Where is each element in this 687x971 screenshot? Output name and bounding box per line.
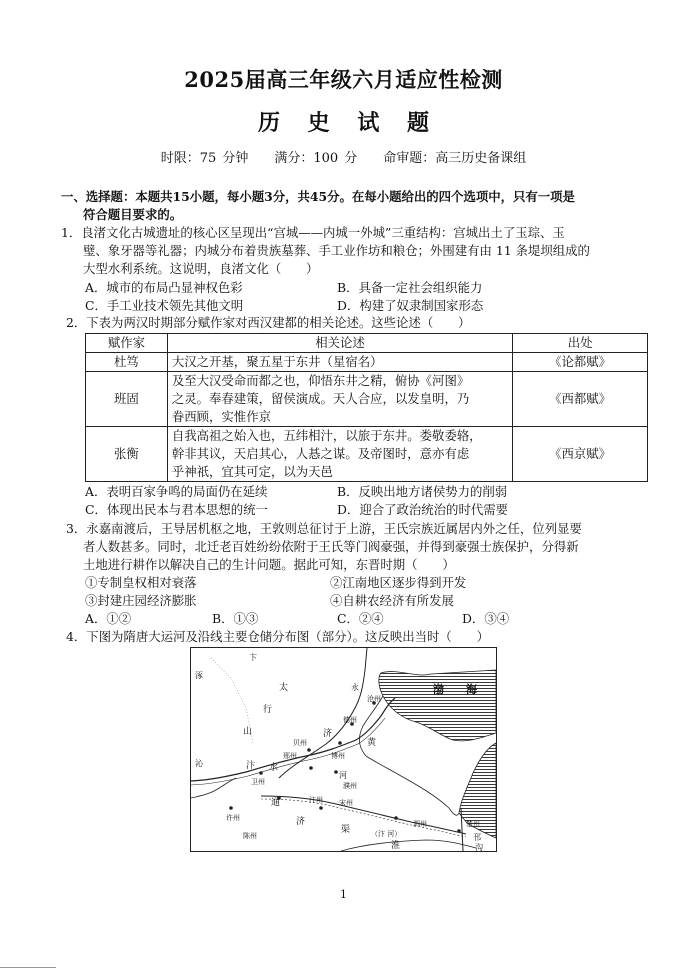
row-text — [167, 372, 512, 427]
q1-stem-line3: 大型水利系统。这说明，良渚文化（ ） — [83, 261, 319, 276]
label-qu: 渠 — [341, 825, 351, 835]
label-bianzhou: 汴州 — [309, 796, 323, 804]
label-qin: 沁 — [195, 759, 203, 768]
label-han: 邗 — [473, 833, 481, 842]
label-ji: 济 — [323, 729, 333, 739]
canal-map-graphic — [191, 648, 496, 851]
label-bozhou: 博州 — [331, 752, 345, 760]
q1-stem-line2: 璧、象牙器等礼器；内城分布着贵族墓葬、手工业作坊和粮仓；外围建有由 11 条堤坝组成的 — [83, 243, 590, 258]
label-songzhou: 宋州 — [339, 799, 353, 807]
label-he: 河 — [339, 771, 347, 780]
table-header-source: 出处 — [513, 334, 648, 353]
row-text — [167, 427, 512, 482]
label-gou: 沟 — [475, 843, 483, 851]
label-tong: 通 — [271, 798, 281, 808]
label-huai: 淮 — [391, 841, 401, 851]
q3-stem-line3: 土地进行耕作以解决自己的生计问题。据此可知，东晋时期（ ） — [83, 557, 455, 572]
bohai-sea — [379, 670, 496, 741]
label-bian: 汴 — [246, 761, 256, 771]
q1-stem-line1: 1．良渚文化古城遗址的核心区呈现出“宫城——内城一外城”三重结构：宫城出土了玉琮、玉 — [61, 225, 565, 240]
label-hang: 行 — [263, 705, 273, 715]
label-zhuo: 涿 — [195, 671, 203, 680]
q3-option-b: B．①③ — [212, 611, 259, 626]
exam-title: 2025届高三年级六月适应性检测 — [184, 67, 503, 92]
q1-option-b: B．具备一定社会组织能力 — [337, 280, 483, 295]
row-source: 《西都赋》 — [513, 372, 648, 427]
label-shui: 水 — [269, 763, 279, 773]
q3-statement-2: ②江南地区逐步得到开发 — [330, 575, 467, 590]
tongji-canal — [261, 796, 466, 834]
table-row — [86, 372, 648, 427]
row-author: 班固 — [86, 372, 168, 427]
label-xingzhou: 邢州 — [283, 752, 297, 760]
q1-option-d: D．构建了奴隶制国家形态 — [337, 298, 484, 313]
q2-option-a: A．表明百家争鸣的局面仍在延续 — [85, 484, 268, 499]
label-chenzhou: 陈州 — [243, 832, 257, 840]
q3-statement-3: ③封建庄园经济膨胀 — [85, 593, 197, 608]
row-author: 杜笃 — [86, 353, 168, 372]
row-text-line: 自我高祖之始入也，五纬相汁，以旅于东井。娄敬委辂， — [171, 428, 482, 443]
subject-title: 历 史 试 题 — [258, 110, 439, 136]
q1-option-a: A．城市的布局凸显神权色彩 — [85, 280, 243, 295]
label-tai: 太 — [279, 683, 289, 693]
huai-river — [341, 840, 476, 851]
q3-statement-4: ④自耕农经济有所发展 — [330, 593, 454, 608]
label-sizhou: 泗州 — [413, 820, 427, 828]
table-row — [86, 353, 648, 372]
label-beizhou: 贝州 — [293, 739, 307, 747]
page-edge-divider — [0, 967, 56, 968]
q3-option-d: D．③④ — [462, 611, 510, 626]
table-header-row — [86, 334, 648, 353]
table-row — [86, 427, 648, 482]
label-xuzhou: 许州 — [226, 814, 240, 822]
q3-option-a: A．①② — [85, 611, 132, 626]
label-cangzhou: 沧州 — [367, 695, 381, 703]
page-number: 1 — [340, 888, 347, 901]
row-text-line: 之灵。奉春建策，留侯演成。天人合应，以发皇明，乃 — [171, 391, 470, 406]
label-puzhou: 濮州 — [343, 782, 357, 790]
row-source: 《西京赋》 — [513, 427, 648, 482]
q2-stem: 2．下表为两汉时期部分赋作家对西汉建都的相关论述。这些论述（ ） — [66, 315, 471, 330]
row-text-line: 及至大汉受命而都之也，仰悟东井之精，俯协《河图》 — [171, 373, 470, 388]
q2-option-c: C．体现出民本与君本思想的统一 — [85, 502, 268, 517]
table-header-author: 赋作家 — [86, 334, 168, 353]
label-ji2: 济 — [296, 817, 306, 827]
q3-stem-line2: 者人数甚多。同时，北迁老百姓纷纷依附于王氏等门阀豪强，并得到豪强士族保护，分得新 — [83, 539, 579, 554]
canal-map — [190, 647, 497, 852]
section-heading-line1: 一、选择题：本题共15小题，每小题3分，共45分。在每小题给出的四个选项中，只有一项是 — [61, 189, 575, 204]
row-text — [167, 353, 512, 372]
q2-option-b: B．反映出地方诸侯势力的削弱 — [337, 484, 508, 499]
row-source: 《论都赋》 — [513, 353, 648, 372]
exam-meta: 时限：75 分钟 满分：100 分 命审题：高三历史备课组 — [160, 151, 527, 166]
q2-option-d: D．迎合了政治统治的时代需要 — [337, 502, 509, 517]
label-yongji: 永 — [351, 683, 359, 692]
row-text-line: 乎神祇，宜其可定，以为天邑 — [171, 464, 333, 479]
label-weizhou: 卫州 — [251, 778, 265, 786]
section-heading-line2: 符合题目要求的。 — [83, 207, 183, 222]
q3-option-c: C．②④ — [337, 611, 384, 626]
label-bianhe: （汴 河） — [371, 830, 402, 838]
q4-stem: 4．下图为隋唐大运河及沿线主要仓储分布图（部分）。这反映出当时（ ） — [66, 629, 489, 644]
row-text-line: 幹非其议，天启其心，人惎之谋。及帝图时，意亦有虑 — [171, 446, 470, 461]
q3-statement-1: ①专制皇权相对衰落 — [85, 575, 197, 590]
label-bian-north: 卞 — [249, 653, 257, 662]
row-text-line: 大汉之开基，聚五星于东井（星宿名） — [171, 354, 383, 369]
row-text-line: 眷西顾，实惟作京 — [171, 409, 271, 424]
label-shan: 山 — [243, 727, 253, 737]
table-header-text: 相关论述 — [167, 334, 512, 353]
label-dezhou: 德州 — [343, 716, 357, 724]
label-bohai: 渤 海 — [433, 683, 477, 696]
label-huang: 黄 — [367, 738, 377, 748]
label-chuzhou: 楚州 — [466, 820, 480, 828]
q3-stem-line1: 3．永嘉南渡后，王导居机枢之地，王敦则总征讨于上游，王氏宗族近属居内外之任，位列显要 — [66, 521, 582, 536]
tongji-canal-dots — [261, 799, 466, 837]
q1-option-c: C．手工业技术领先其他文明 — [85, 298, 244, 313]
q2-table — [85, 333, 648, 482]
row-author: 张衡 — [86, 427, 168, 482]
